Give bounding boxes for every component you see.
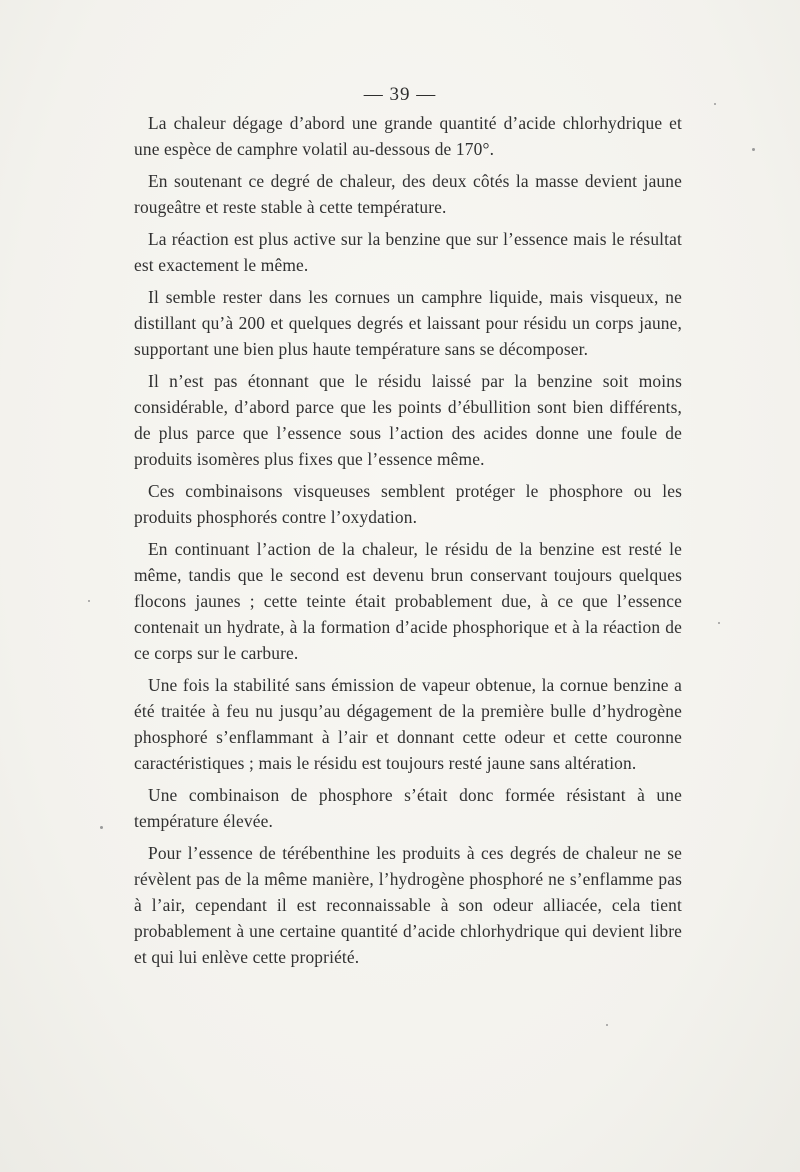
paragraph: Ces combinaisons visqueuses semblent protéger le phosphore ou les produits phosphorés contre l’oxydation. [134,481,682,527]
paper-speck [718,622,720,624]
paragraph: Une fois la stabilité sans émission de vapeur obtenue, la cornue benzine a été traitée à feu nu jusqu’au dégagement de la première bulle d’hydrogène phosphoré s’enflammant à l’air et donnant cette odeur et cette couronne caractéristiques ; mais le résidu est toujours resté jaune sans altération. [134,675,682,773]
page-number: — 39 — [363,84,437,105]
paragraph: Une combinaison de phosphore s’était donc formée résistant à une température élevée. [134,785,682,831]
paragraph: La chaleur dégage d’abord une grande quantité d’acide chlorhydrique et une espèce de camphre volatil au-dessous de 170°. [134,113,682,159]
paragraph: La réaction est plus active sur la benzine que sur l’essence mais le résultat est exactement le même. [134,229,682,275]
paragraph: En continuant l’action de la chaleur, le résidu de la benzine est resté le même, tandis que le second est devenu brun conservant toujours quelques flocons jaunes ; cette teinte était probablement due, à ce que l’essence contenait un hydrate, à la formation d’acide phosphorique et à la réaction de ce corps sur le carbure. [134,539,682,663]
paper-speck [100,826,103,829]
paper-speck [88,600,90,602]
paper-speck [606,1024,608,1026]
paragraph: Il n’est pas étonnant que le résidu laissé par la benzine soit moins considérable, d’abord parce que les points d’ébullition sont bien différents, de plus parce que l’essence sous l’action des acides donne une foule de produits isomères plus fixes que l’essence même. [134,371,682,469]
paragraph: En soutenant ce degré de chaleur, des deux côtés la masse devient jaune rougeâtre et reste stable à cette température. [134,171,682,217]
paper-speck [714,103,716,105]
paragraph: Pour l’essence de térébenthine les produits à ces degrés de chaleur ne se révèlent pas de la même manière, l’hydrogène phosphoré ne s’enflamme pas à l’air, cependant il est reconnaissable à son odeur alliacée, cela tient probablement à une certaine quantité d’acide chlorhydrique qui devient libre et qui lui enlève cette propriété. [134,843,682,967]
paper-speck [752,148,755,151]
body-text [134,110,682,976]
paragraph: Il semble rester dans les cornues un camphre liquide, mais visqueux, ne distillant qu’à 200 et quelques degrés et laissant pour résidu un corps jaune, supportant une bien plus haute température sans se décomposer. [134,287,682,359]
